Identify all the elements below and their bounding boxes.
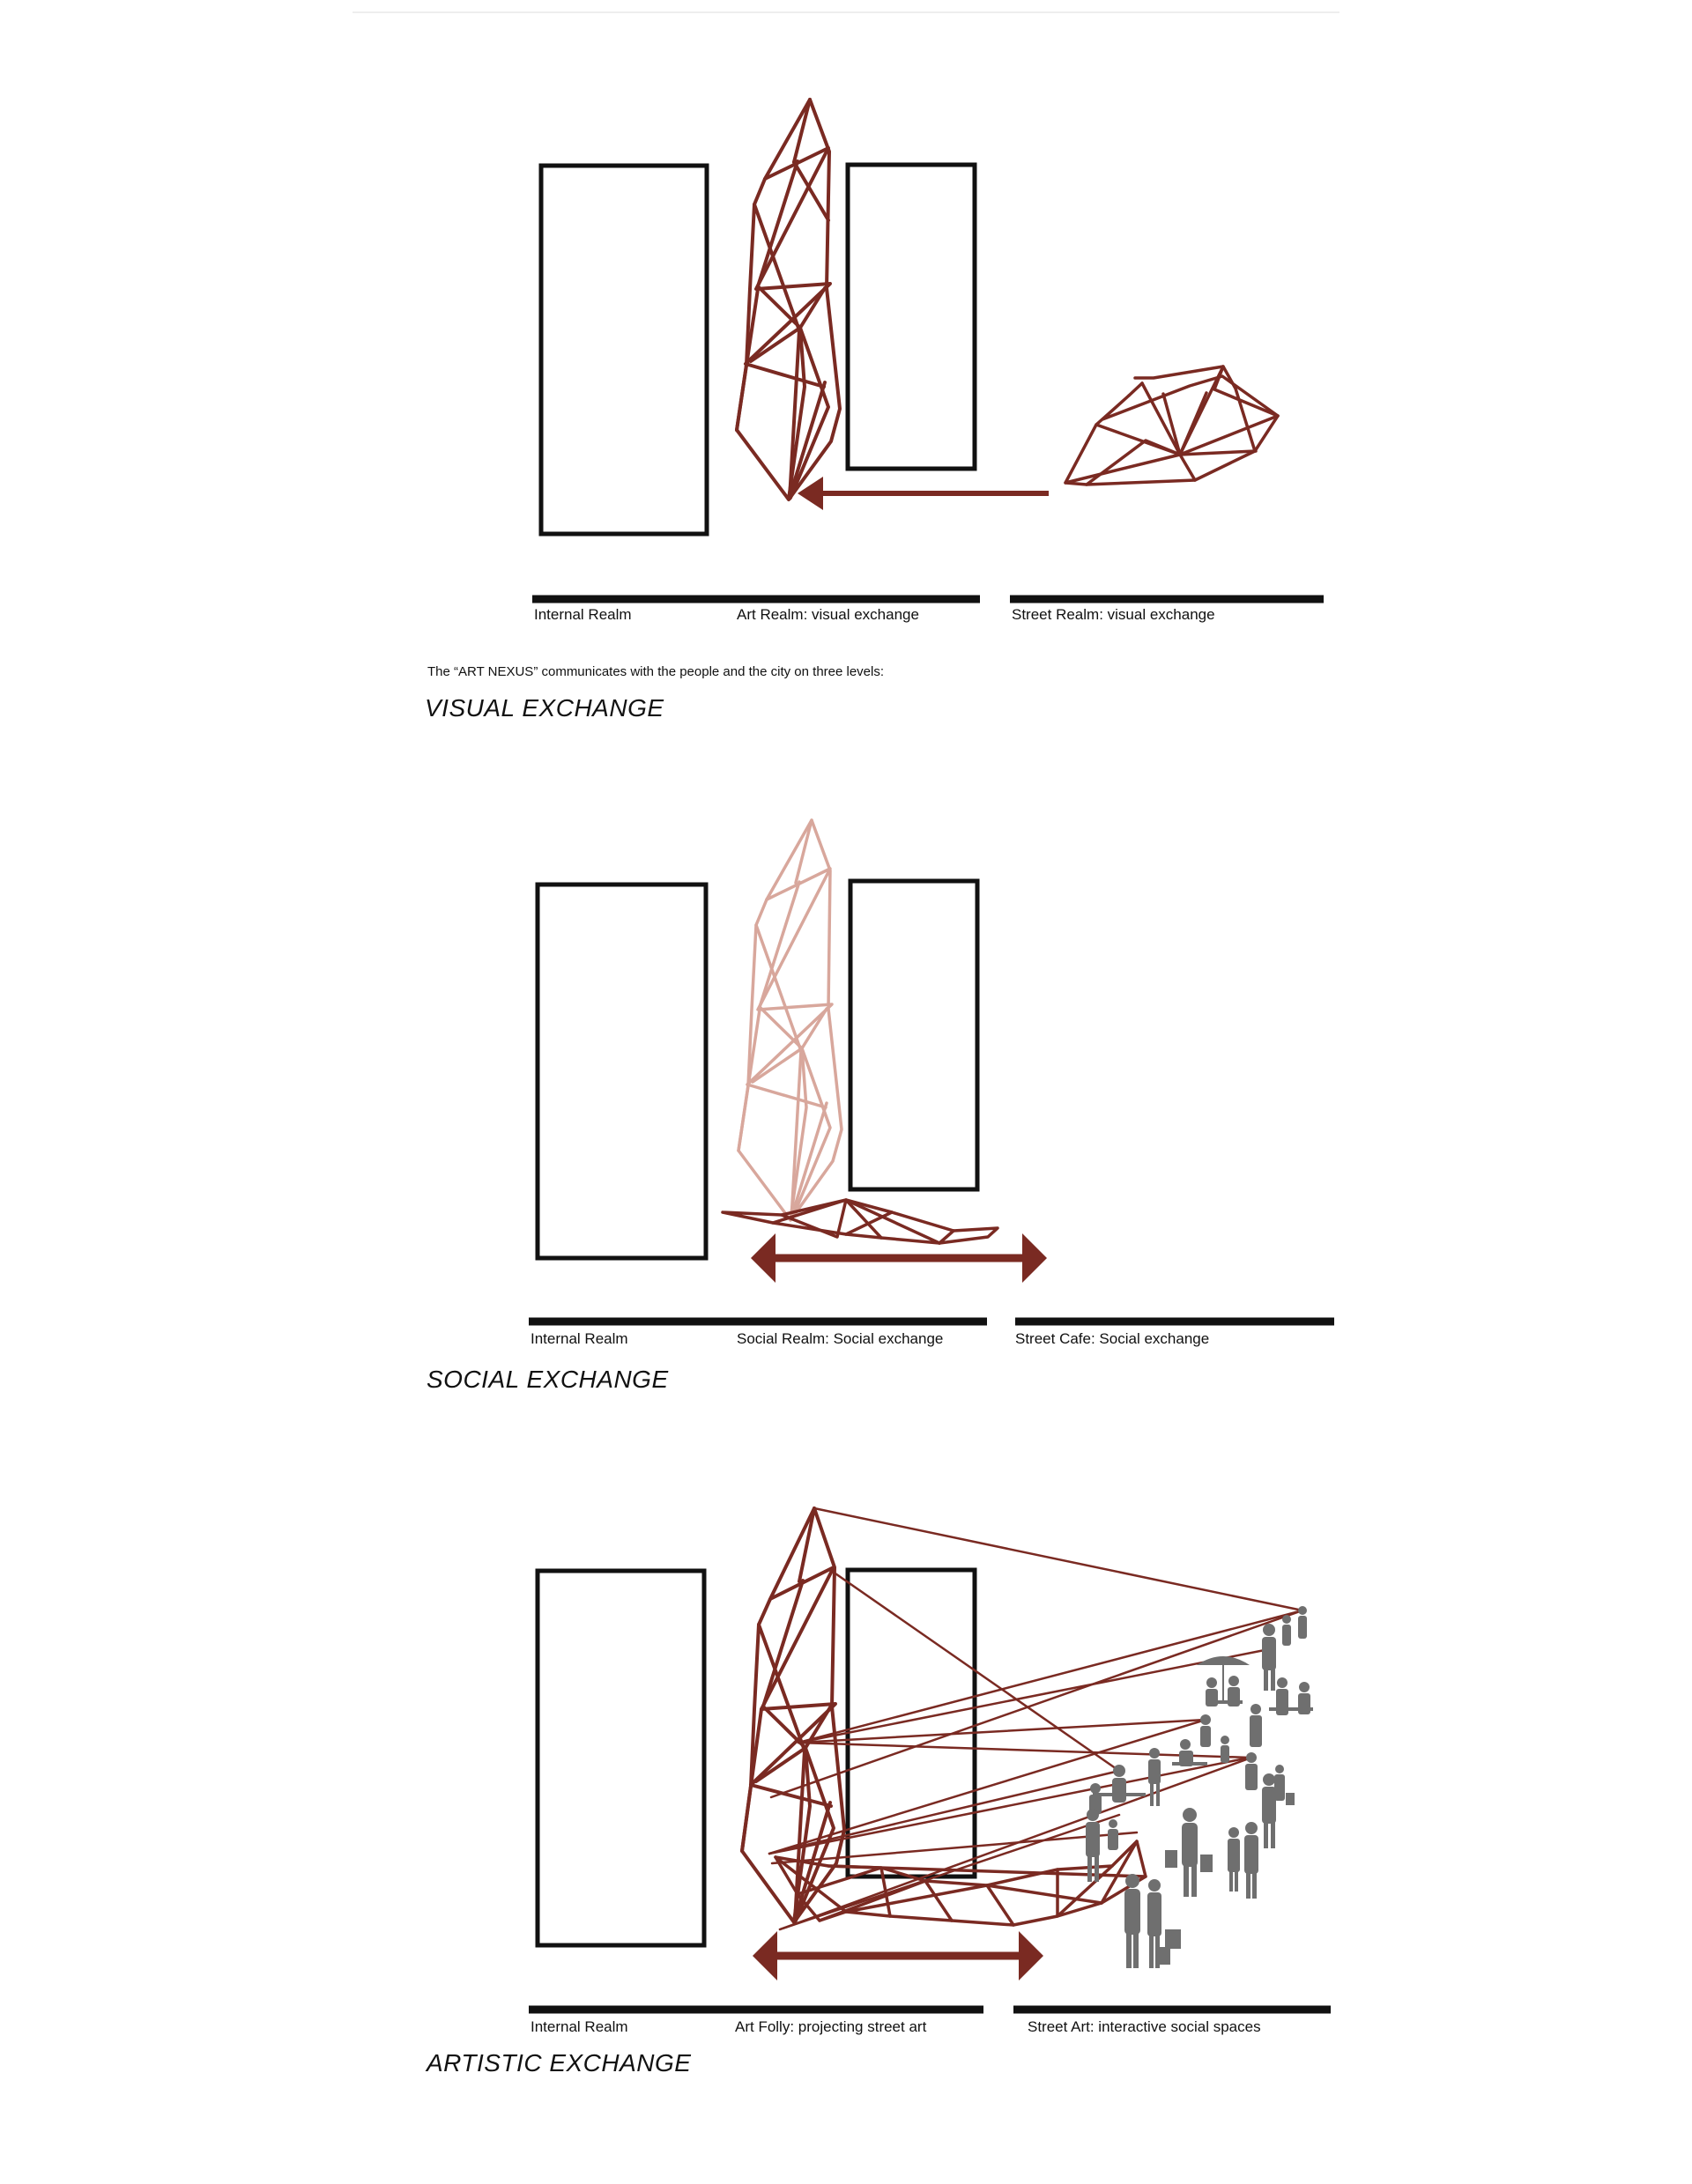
social-platform (723, 1200, 998, 1243)
visual-exchange-arrow (798, 477, 1049, 510)
realm-label-internal: Internal Realm (531, 1330, 628, 1347)
street-people-silhouettes (1086, 1606, 1313, 1968)
intro-text: The “ART NEXUS” communicates with the people and the city on three levels: (427, 664, 885, 679)
realm-label-street: Street Realm: visual exchange (1012, 606, 1215, 623)
realm-label-art: Art Realm: visual exchange (737, 606, 919, 623)
street-building-block (848, 165, 975, 469)
realm-label-social: Social Realm: Social exchange (737, 1330, 944, 1347)
realm-label-street-art: Street Art: interactive social spaces (1028, 2018, 1261, 2035)
street-building-block (850, 881, 977, 1189)
art-nexus-sculpture (737, 100, 840, 500)
panel-artistic-exchange (529, 1508, 1331, 2010)
panel-visual-exchange (532, 100, 1324, 599)
artistic-exchange-double-arrow (753, 1931, 1043, 1980)
realm-label-internal: Internal Realm (531, 2018, 628, 2035)
internal-building-block (538, 1571, 704, 1945)
street-realm-sculpture (1065, 366, 1278, 485)
realm-label-street-cafe: Street Cafe: Social exchange (1015, 1330, 1210, 1347)
internal-building-block (538, 885, 706, 1258)
realm-label-art-folly: Art Folly: projecting street art (735, 2018, 927, 2035)
heading-social-exchange: SOCIAL EXCHANGE (427, 1366, 669, 1393)
panel-social-exchange (529, 820, 1334, 1322)
heading-artistic-exchange: ARTISTIC EXCHANGE (427, 2049, 692, 2077)
realm-label-internal: Internal Realm (534, 606, 632, 623)
heading-visual-exchange: VISUAL EXCHANGE (425, 694, 664, 722)
art-nexus-sculpture-faded (738, 820, 842, 1220)
internal-building-block (541, 166, 707, 534)
